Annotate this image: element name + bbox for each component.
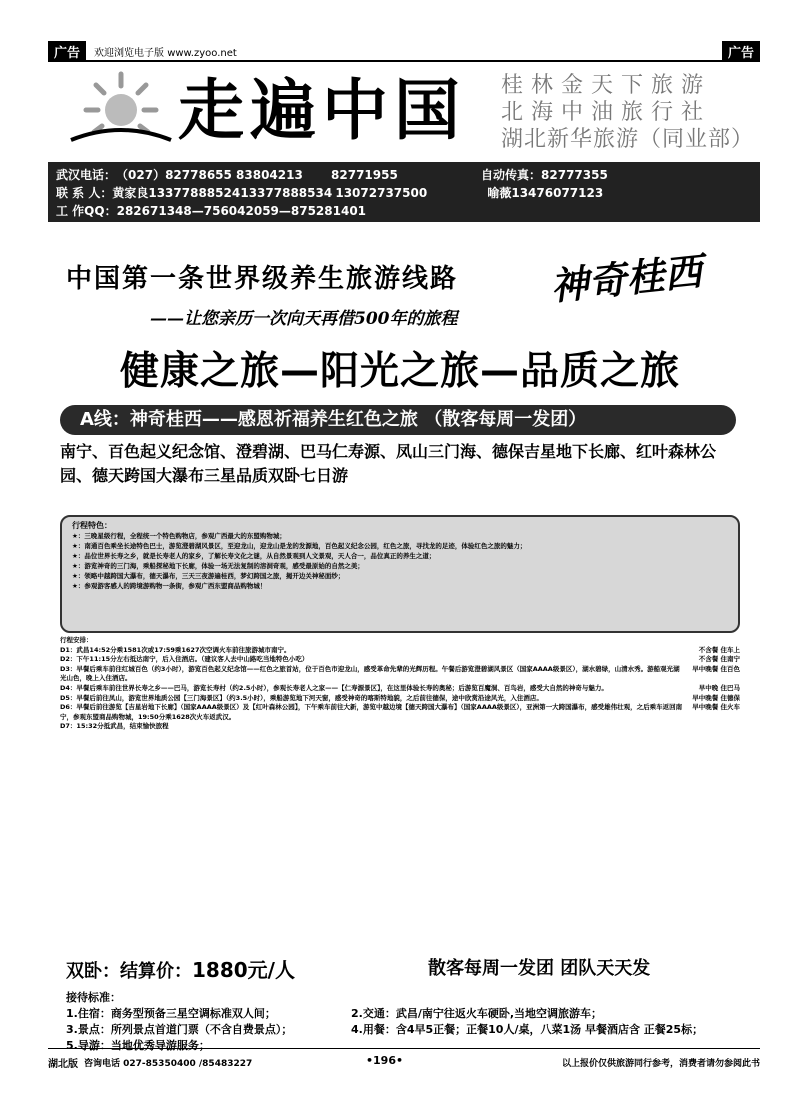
disclaimer: 以上报价仅供旅游同行参考，消费者请勿参阅此书 bbox=[561, 1058, 760, 1069]
itinerary bbox=[60, 636, 740, 906]
itinerary-day: D3：早餐后乘车前往红城百色（约3小时），游览百色起义纪念馆——红色之旅首站，位于百色市迎龙山，感受革命先辈的光辉历程。午餐后游览澄碧湖风景区（国家AAAA级景区），湖水碧绿，山清水秀。游船观光湖光山色，晚上入住酒店。 早中晚餐 住百色 bbox=[60, 664, 740, 683]
contact-box bbox=[48, 162, 760, 222]
itinerary-day: D2：下午11:15分左右抵达南宁，后入住酒店。（建议客人去中山路吃当地特色小吃） 不含餐 住南宁 bbox=[60, 655, 740, 664]
sun-logo-icon bbox=[66, 70, 176, 150]
itinerary-day: D7：15:32分抵武昌，结束愉快旅程 bbox=[60, 722, 169, 731]
features-box bbox=[60, 515, 740, 633]
itinerary-title: 行程安排： bbox=[60, 636, 93, 644]
itinerary-day: D5：早餐后前往凤山，游览世界地质公园【三门海景区】（约3.5小时），乘船游览地下河天窗，感受神奇的喀斯特地貌，之后前往德保，途中欣赏沿途风光，入住酒店。 早中晚餐 住德保 bbox=[60, 693, 740, 702]
agency-item: 湖北新华旅游（同业部） bbox=[500, 127, 754, 152]
route-text: 南宁、百色起义纪念馆、澄碧湖、巴马仁寿源、凤山三门海、德保吉星地下长廊、红叶森林公园、德天跨国大瀑布三星品质双卧七日游 bbox=[60, 442, 717, 485]
feature-item: ★：参观游客感人的跨境游购物一条街，参观广西东盟商品购物城！ bbox=[72, 582, 267, 590]
itinerary-day: D6：早餐后前往游览【吉星岩地下长廊】（国家AAAA级景区）及【红叶森林公园】，下午乘车前往大新，游览中越边境【德天跨国大瀑布】（国家AAAA级景区），亚洲第一大跨国瀑布，感受雄伟壮观，之后乘车返回南宁，参观东盟商品购物城，19:50分乘1628次火车返武汉。 早中晚餐 住火车 bbox=[60, 703, 740, 721]
fax-number: 82777355 bbox=[541, 168, 608, 182]
feature-item: ★：三晚星级行程，全程统一个特色购物店，参观广西最大的东盟购物城； bbox=[72, 532, 286, 540]
ad-tag-left: 广告 bbox=[48, 41, 86, 62]
person-label: 联 系 人： bbox=[56, 186, 113, 200]
promo-title: 中国第一条世界级养生旅游线路 bbox=[66, 264, 459, 294]
person-contact: 13377888534 bbox=[240, 186, 333, 200]
person-contact: 13072737500 bbox=[335, 186, 428, 200]
line-bar: A线：神奇桂西——感恩祈福养生红色之旅 （散客每周一发团） bbox=[60, 405, 736, 435]
brand-name: 走遍中国 bbox=[178, 71, 466, 149]
schedule: 散客每周一发团 团队天天发 bbox=[428, 958, 651, 979]
qq-label: 工 作QQ： bbox=[56, 204, 117, 218]
agency-list bbox=[501, 72, 754, 153]
page-number: •196• bbox=[366, 1054, 404, 1067]
price-label: 双卧：结算价： bbox=[66, 961, 192, 982]
feature-item: ★：南通百色乘坐长途特色巴士，游览澄碧湖风景区，至迎龙山，迎龙山是龙的发源地，百色起义纪念公园，红色之旅，寻找龙的足迹，体验红色之旅的魅力； bbox=[72, 542, 527, 550]
standard-item: 3.景点：所列景点首道门票（不含自费景点）； bbox=[66, 1023, 293, 1036]
standard-item: 2.交通：武昌/南宁往返火车硬卧,当地空调旅游车； bbox=[351, 1007, 603, 1020]
feature-item: ★：品位世界长寿之乡，就是长寿老人的家乡，了解长寿文化之谜，从自然景观到人文景观，天人合一，品位真正的养生之道； bbox=[72, 552, 436, 560]
ad-tag-right: 广告 bbox=[722, 41, 760, 62]
standard-item: 1.住宿：商务型预备三星空调标准双人间； bbox=[66, 1007, 276, 1020]
agency-item: 桂林金天下旅游 bbox=[500, 73, 711, 98]
promo-subtitle: ——让您亲历一次向天再借500年的旅程 bbox=[150, 309, 458, 329]
header bbox=[48, 62, 760, 162]
slogan: 健康之旅—阳光之旅—品质之旅 bbox=[119, 349, 680, 394]
standards-title: 接待标准： bbox=[66, 991, 121, 1004]
footer-phone: 咨询电话 027-85350400 /85483227 bbox=[84, 1058, 253, 1069]
divider bbox=[48, 1048, 760, 1049]
price bbox=[66, 954, 295, 983]
fax-label: 自动传真： bbox=[481, 168, 542, 182]
itinerary-day: D4：早餐后乘车前往世界长寿之乡——巴马，游览长寿村（约2.5小时），参观长寿老人之家——【仁寿源景区】，在这里体验长寿的奥秘；后游览百魔洞、百鸟岩，感受大自然的神奇与魅力。 早中晚 住巴马 bbox=[60, 683, 740, 692]
itinerary-day: D1：武昌14:52分乘1581次或17:59乘1627次空调火车前往旅游城市南宁。 不含餐 住车上 bbox=[60, 645, 740, 654]
feature-item: ★：游览神奇的三门海，乘船探秘地下长廊，体验一场无法复制的溶洞奇观，感受最原始的自然之美； bbox=[72, 562, 364, 570]
footer bbox=[48, 1052, 760, 1072]
phone-number: 83804213 bbox=[236, 168, 303, 182]
phone-label: 武汉电话： bbox=[56, 168, 117, 182]
standard-item: 4.用餐：含4早5正餐；正餐10人/桌，八菜1汤 早餐酒店含 正餐25标； bbox=[351, 1023, 704, 1036]
price-amount: 1880元/人 bbox=[192, 958, 295, 982]
phone-number: 82771955 bbox=[331, 168, 398, 182]
person-contact: 喻薇13476077123 bbox=[487, 186, 604, 200]
feature-item: ★：领略中越跨国大瀑布，德天瀑布，三天三夜游遍桂西，梦幻跨国之旅，揭开边关神秘面纱； bbox=[72, 572, 345, 580]
top-bar bbox=[48, 42, 760, 60]
features-title: 行程特色： bbox=[72, 521, 112, 530]
standard-item: 5.导游：当地优秀导游服务； bbox=[66, 1039, 210, 1052]
calligraphy-title: 神奇桂西 bbox=[548, 248, 705, 309]
agency-item: 北海中油旅行社 bbox=[500, 100, 711, 125]
site-url[interactable]: 欢迎浏览电子版 www.zyoo.net bbox=[94, 47, 237, 59]
qq-number: 282671348—756042059—875281401 bbox=[116, 204, 367, 218]
standards bbox=[66, 990, 746, 1054]
phone-number: （027）82778655 bbox=[116, 168, 232, 182]
edition: 湖北版 bbox=[48, 1058, 78, 1070]
person-contact: 黄家良13377888524 bbox=[112, 186, 241, 200]
